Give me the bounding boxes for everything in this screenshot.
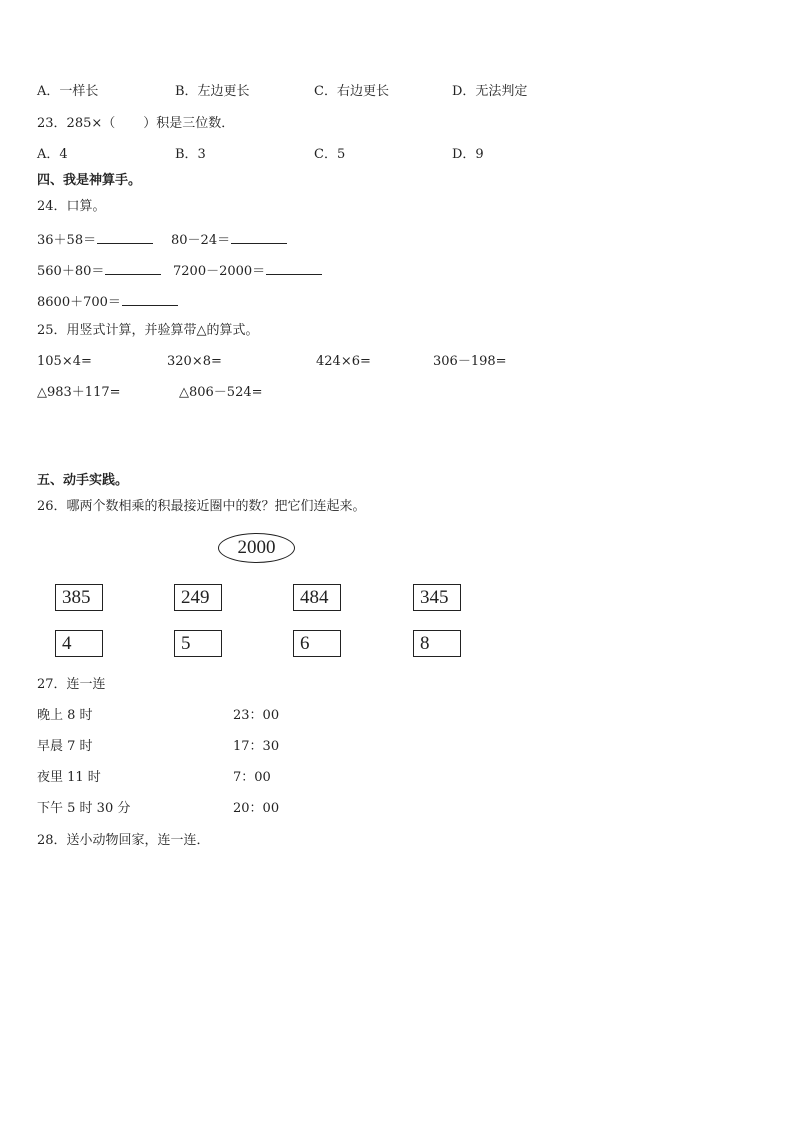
q27-stem: 27．连一连 bbox=[37, 677, 106, 692]
factor-box-484[interactable]: 484 bbox=[293, 584, 341, 611]
q25-expr-5: △983＋117= bbox=[37, 385, 121, 400]
answer-blank[interactable] bbox=[266, 261, 322, 275]
q23-stem-b: ）积是三位数． bbox=[143, 116, 235, 131]
factor-box-249[interactable]: 249 bbox=[174, 584, 222, 611]
q25-expr-6: △806－524= bbox=[179, 385, 263, 400]
q27-right-2[interactable]: 17：30 bbox=[233, 739, 280, 754]
q23-option-d: D．9 bbox=[452, 147, 484, 162]
q27-right-1[interactable]: 23：00 bbox=[233, 708, 280, 723]
q24-item-5 bbox=[37, 292, 178, 311]
answer-blank[interactable] bbox=[231, 230, 287, 244]
q27-left-3[interactable]: 夜里 11 时 bbox=[37, 770, 101, 785]
q24-item-2 bbox=[171, 230, 287, 249]
factor-box-5[interactable]: 5 bbox=[174, 630, 222, 657]
q24-stem: 24．口算。 bbox=[37, 199, 106, 214]
q24-item-4 bbox=[173, 261, 322, 280]
q23-stem-a: 23．285×（ bbox=[37, 116, 116, 131]
q25-expr-2: 320×8= bbox=[167, 354, 222, 369]
section-5-heading: 五、动手实践。 bbox=[37, 473, 129, 488]
q23-option-b: B．3 bbox=[175, 147, 206, 162]
factor-box-6[interactable]: 6 bbox=[293, 630, 341, 657]
q24-item-1-text: 36＋58＝ bbox=[37, 233, 97, 248]
factor-box-4[interactable]: 4 bbox=[55, 630, 103, 657]
q24-item-3-text: 560＋80＝ bbox=[37, 264, 105, 279]
q24-item-1 bbox=[37, 230, 153, 249]
factor-box-345[interactable]: 345 bbox=[413, 584, 461, 611]
q24-item-5-text: 8600＋700＝ bbox=[37, 295, 121, 310]
q28-stem: 28．送小动物回家，连一连． bbox=[37, 833, 210, 848]
q27-left-1[interactable]: 晚上 8 时 bbox=[37, 708, 93, 723]
q22-option-b: B．左边更长 bbox=[175, 84, 250, 99]
q25-expr-3: 424×6= bbox=[316, 354, 371, 369]
answer-blank[interactable] bbox=[105, 261, 161, 275]
q22-option-c: C．右边更长 bbox=[314, 84, 389, 99]
answer-blank[interactable] bbox=[97, 230, 153, 244]
q22-option-d: D．无法判定 bbox=[452, 84, 528, 99]
section-4-heading: 四、我是神算手。 bbox=[37, 173, 142, 188]
q27-right-3[interactable]: 7：00 bbox=[233, 770, 271, 785]
q23-stem bbox=[37, 116, 234, 132]
q24-item-4-text: 7200－2000＝ bbox=[173, 264, 266, 279]
target-oval: 2000 bbox=[218, 533, 295, 563]
q24-item-3 bbox=[37, 261, 161, 280]
q24-item-2-text: 80－24＝ bbox=[171, 233, 231, 248]
factor-box-8[interactable]: 8 bbox=[413, 630, 461, 657]
q25-expr-4: 306－198= bbox=[433, 354, 507, 369]
q27-left-2[interactable]: 早晨 7 时 bbox=[37, 739, 93, 754]
factor-box-385[interactable]: 385 bbox=[55, 584, 103, 611]
q22-option-a: A．一样长 bbox=[37, 84, 99, 99]
q23-option-a: A．4 bbox=[37, 147, 68, 162]
q25-stem: 25．用竖式计算，并验算带△的算式。 bbox=[37, 323, 259, 338]
q26-stem: 26．哪两个数相乘的积最接近圈中的数？把它们连起来。 bbox=[37, 499, 366, 514]
q27-right-4[interactable]: 20：00 bbox=[233, 801, 280, 816]
answer-blank[interactable] bbox=[122, 292, 178, 306]
q27-left-4[interactable]: 下午 5 时 30 分 bbox=[37, 801, 131, 816]
q25-expr-1: 105×4= bbox=[37, 354, 92, 369]
q23-option-c: C．5 bbox=[314, 147, 346, 162]
